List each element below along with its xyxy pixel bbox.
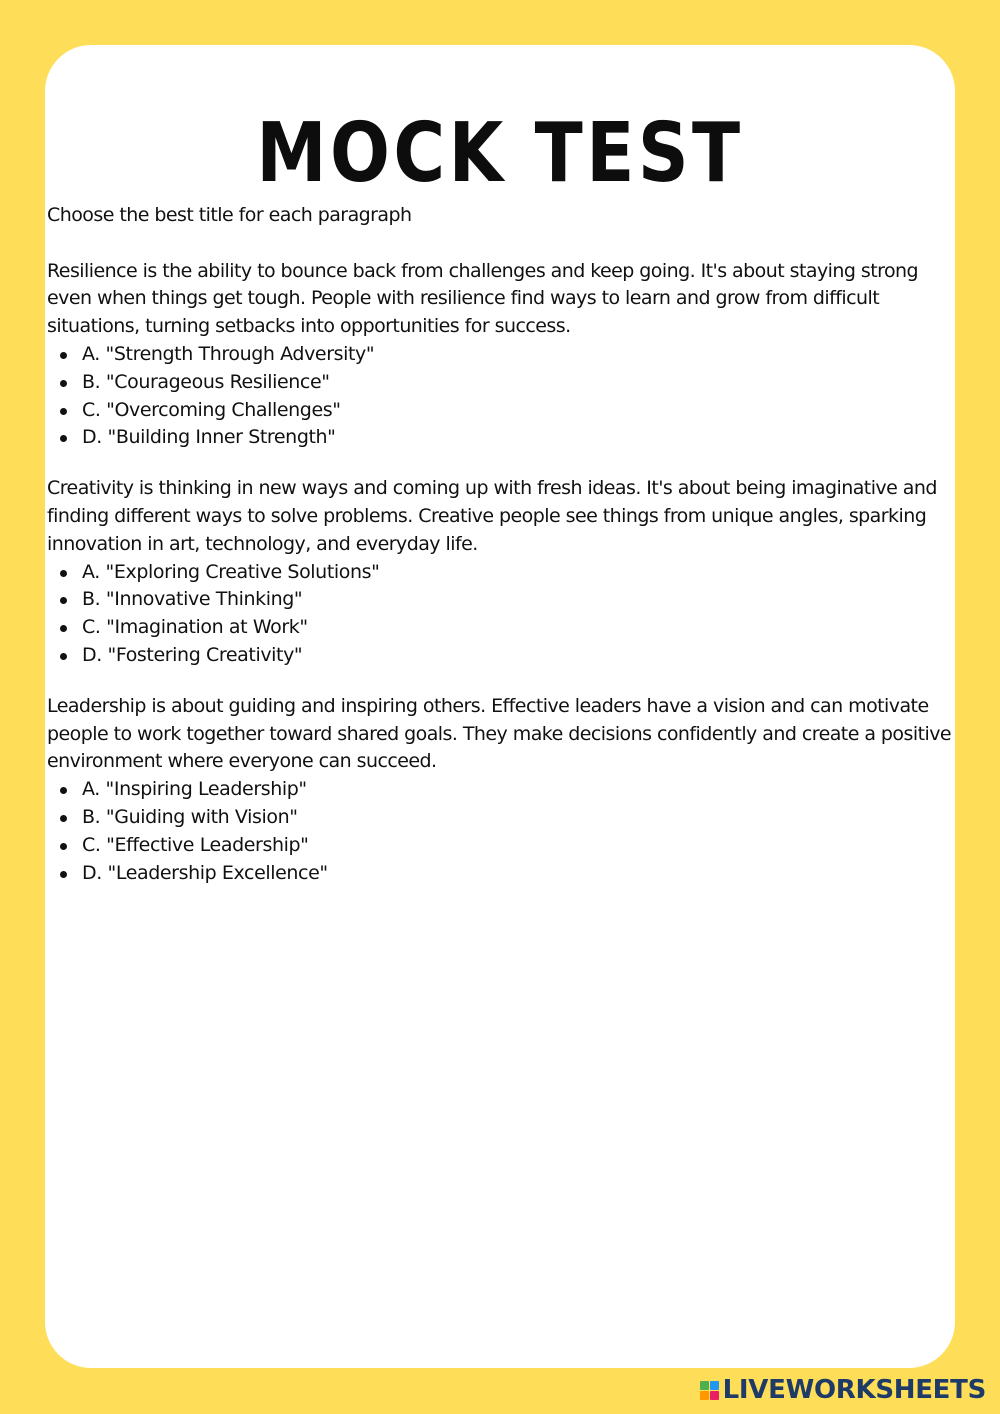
option-d[interactable]: D. "Building Inner Strength" [82, 424, 953, 452]
question-1 [47, 258, 953, 453]
option-d[interactable]: D. "Fostering Creativity" [82, 642, 953, 670]
liveworksheets-logo[interactable] [700, 1375, 986, 1405]
option-d[interactable]: D. "Leadership Excellence" [82, 860, 953, 888]
option-b[interactable]: B. "Guiding with Vision" [82, 804, 953, 832]
option-c[interactable]: C. "Overcoming Challenges" [82, 397, 953, 425]
page-title: MOCK TEST [256, 106, 744, 201]
question-2 [47, 475, 953, 670]
liveworksheets-logo-icon [700, 1381, 719, 1400]
option-c[interactable]: C. "Effective Leadership" [82, 832, 953, 860]
option-a[interactable]: A. "Inspiring Leadership" [82, 776, 953, 804]
option-b[interactable]: B. "Courageous Resilience" [82, 369, 953, 397]
option-list [47, 776, 953, 887]
option-list [47, 559, 953, 670]
question-paragraph: Leadership is about guiding and inspiring others. Effective leaders have a vision and can motivate people to work together toward shared goals. They make decisions confidently and create a positive environment where everyone can succeed. [47, 694, 952, 773]
question-paragraph: Resilience is the ability to bounce back from challenges and keep going. It's about staying strong even when things get tough. People with resilience find ways to learn and grow from difficult situations, turning setbacks into opportunities for success. [47, 259, 919, 338]
option-list [47, 341, 953, 452]
question-paragraph: Creativity is thinking in new ways and coming up with fresh ideas. It's about being imaginative and finding different ways to solve problems. Creative people see things from unique angles, sparking innovation in art, technology, and everyday life. [47, 477, 937, 555]
instructions: Choose the best title for each paragraph [47, 204, 412, 226]
option-a[interactable]: A. "Exploring Creative Solutions" [82, 559, 953, 587]
worksheet-content [47, 202, 953, 910]
question-3 [47, 693, 953, 888]
option-b[interactable]: B. "Innovative Thinking" [82, 586, 953, 614]
logo-text: LIVEWORKSHEETS [722, 1375, 986, 1405]
option-c[interactable]: C. "Imagination at Work" [82, 614, 953, 642]
option-a[interactable]: A. "Strength Through Adversity" [82, 341, 953, 369]
